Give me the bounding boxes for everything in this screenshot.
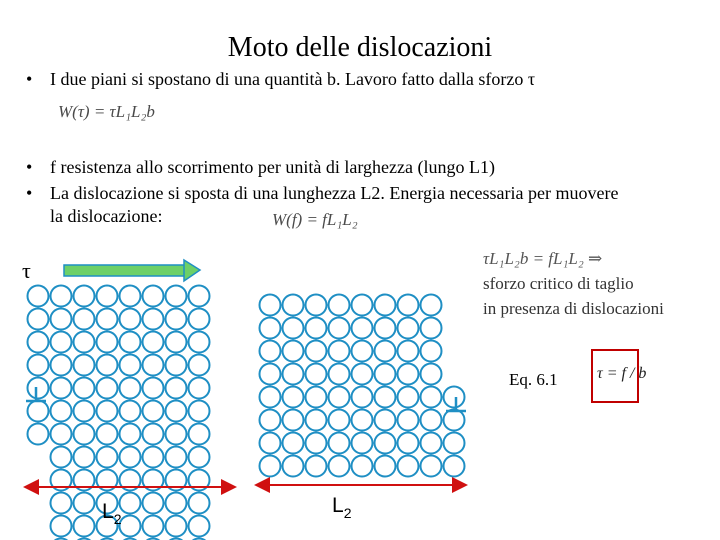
atom-circle bbox=[329, 433, 350, 454]
atom-circle bbox=[28, 401, 49, 422]
atom-circle bbox=[51, 378, 72, 399]
atom-circle bbox=[74, 355, 95, 376]
atom-circle bbox=[143, 447, 164, 468]
atom-circle bbox=[260, 295, 281, 316]
atom-circle bbox=[398, 387, 419, 408]
atom-circle bbox=[398, 410, 419, 431]
bullet-2-text: f resistenza allo scorrimento per unità di larghezza (lungo L1) bbox=[50, 157, 495, 177]
atom-circle bbox=[260, 410, 281, 431]
atom-circle bbox=[398, 341, 419, 362]
atom-circle bbox=[143, 332, 164, 353]
shear-arrow bbox=[64, 260, 200, 281]
atom-circle bbox=[306, 318, 327, 339]
atom-circle bbox=[375, 456, 396, 477]
atom-circle bbox=[398, 433, 419, 454]
bullet-3-text-line2: la dislocazione: bbox=[50, 206, 163, 226]
equation-reference: Eq. 6.1 bbox=[509, 370, 558, 389]
atom-circle bbox=[166, 309, 187, 330]
atom-circle bbox=[51, 447, 72, 468]
atom-circle bbox=[375, 318, 396, 339]
atom-circle bbox=[74, 447, 95, 468]
atom-circle bbox=[166, 424, 187, 445]
atom-circle bbox=[28, 424, 49, 445]
equation-work-f-text: W(f) = fL₁L₂ bbox=[272, 210, 358, 229]
atom-circle bbox=[143, 309, 164, 330]
equation-6-1: τ = f / b bbox=[597, 365, 647, 382]
atom-circle bbox=[74, 493, 95, 514]
critical-stress-line2: in presenza di dislocazioni bbox=[483, 299, 664, 318]
atom-circle bbox=[306, 433, 327, 454]
L2-label-left: $L_2$ bbox=[102, 500, 122, 527]
atom-circle bbox=[74, 424, 95, 445]
right-crystal-lattice bbox=[260, 295, 465, 477]
atom-circle bbox=[189, 401, 210, 422]
atom-circle bbox=[74, 309, 95, 330]
atom-circle bbox=[166, 447, 187, 468]
atom-circle bbox=[143, 286, 164, 307]
atom-circle bbox=[143, 493, 164, 514]
critical-stress-note bbox=[483, 246, 664, 321]
atom-circle bbox=[189, 516, 210, 537]
atom-circle bbox=[421, 456, 442, 477]
atom-circle bbox=[421, 318, 442, 339]
atom-circle bbox=[283, 456, 304, 477]
atom-circle bbox=[189, 309, 210, 330]
atom-circle bbox=[398, 318, 419, 339]
atom-circle bbox=[51, 401, 72, 422]
atom-circle bbox=[189, 424, 210, 445]
atom-circle bbox=[143, 424, 164, 445]
atom-circle bbox=[143, 378, 164, 399]
atom-circle bbox=[120, 516, 141, 537]
atom-circle bbox=[120, 447, 141, 468]
atom-circle bbox=[51, 286, 72, 307]
atom-circle bbox=[421, 364, 442, 385]
atom-circle bbox=[375, 295, 396, 316]
atom-circle bbox=[398, 295, 419, 316]
atom-circle bbox=[352, 341, 373, 362]
atom-circle bbox=[306, 341, 327, 362]
atom-circle bbox=[74, 516, 95, 537]
equation-work-tau-text: W(τ) = τL₁L₂b bbox=[58, 102, 155, 121]
atom-circle bbox=[421, 295, 442, 316]
atom-circle bbox=[421, 433, 442, 454]
atom-circle bbox=[120, 424, 141, 445]
atom-circle bbox=[97, 424, 118, 445]
atom-circle bbox=[260, 364, 281, 385]
atom-circle bbox=[166, 286, 187, 307]
atom-circle bbox=[28, 355, 49, 376]
atom-circle bbox=[329, 318, 350, 339]
atom-circle bbox=[352, 318, 373, 339]
atom-circle bbox=[74, 286, 95, 307]
atom-circle bbox=[306, 295, 327, 316]
atom-circle bbox=[74, 332, 95, 353]
atom-circle bbox=[329, 387, 350, 408]
atom-circle bbox=[375, 387, 396, 408]
slide-title: Moto delle dislocazioni bbox=[227, 32, 493, 63]
atom-circle bbox=[329, 456, 350, 477]
atom-circle bbox=[97, 332, 118, 353]
atom-circle bbox=[143, 401, 164, 422]
atom-circle bbox=[283, 410, 304, 431]
atom-circle bbox=[398, 456, 419, 477]
atom-circle bbox=[97, 378, 118, 399]
atom-circle bbox=[189, 286, 210, 307]
bullet-1-text: I due piani si spostano di una quantità b. Lavoro fatto dalla sforzo τ bbox=[50, 69, 536, 89]
atom-circle bbox=[352, 410, 373, 431]
atom-circle bbox=[329, 341, 350, 362]
atom-circle bbox=[51, 424, 72, 445]
atom-circle bbox=[260, 433, 281, 454]
atom-circle bbox=[260, 341, 281, 362]
atom-circle bbox=[260, 456, 281, 477]
atom-circle bbox=[398, 364, 419, 385]
atom-circle bbox=[283, 387, 304, 408]
atom-circle bbox=[166, 493, 187, 514]
atom-circle bbox=[306, 364, 327, 385]
atom-circle bbox=[421, 387, 442, 408]
atom-circle bbox=[260, 318, 281, 339]
atom-circle bbox=[120, 401, 141, 422]
atom-circle bbox=[51, 355, 72, 376]
critical-stress-line1: sforzo critico di taglio bbox=[483, 274, 634, 293]
atom-circle bbox=[51, 309, 72, 330]
atom-circle bbox=[166, 378, 187, 399]
atom-circle bbox=[444, 456, 465, 477]
tau-label: τ bbox=[22, 258, 31, 283]
atom-circle bbox=[28, 286, 49, 307]
atom-circle bbox=[120, 286, 141, 307]
atom-circle bbox=[329, 364, 350, 385]
atom-circle bbox=[260, 387, 281, 408]
atom-circle bbox=[74, 401, 95, 422]
bullet-3-text: La dislocazione si sposta di una lunghezza L2. Energia necessaria per muovere bbox=[50, 183, 619, 203]
atom-circle bbox=[375, 433, 396, 454]
atom-circle bbox=[444, 410, 465, 431]
atom-circle bbox=[329, 295, 350, 316]
atom-circle bbox=[421, 341, 442, 362]
atom-circle bbox=[97, 401, 118, 422]
atom-circle bbox=[51, 516, 72, 537]
atom-circle bbox=[352, 433, 373, 454]
atom-circle bbox=[51, 332, 72, 353]
atom-circle bbox=[143, 516, 164, 537]
atom-circle bbox=[306, 456, 327, 477]
atom-circle bbox=[352, 364, 373, 385]
atom-circle bbox=[97, 309, 118, 330]
atom-circle bbox=[120, 355, 141, 376]
atom-circle bbox=[352, 456, 373, 477]
equation-balance: τL₁L₂b = fL₁L₂ ⇒ bbox=[483, 249, 603, 268]
bullet-dot: • bbox=[26, 157, 33, 177]
atom-circle bbox=[352, 387, 373, 408]
atom-circle bbox=[51, 493, 72, 514]
atom-circle bbox=[306, 387, 327, 408]
atom-circle bbox=[28, 332, 49, 353]
atom-circle bbox=[189, 493, 210, 514]
atom-circle bbox=[444, 433, 465, 454]
atom-circle bbox=[166, 401, 187, 422]
atom-circle bbox=[166, 355, 187, 376]
atom-circle bbox=[444, 387, 465, 408]
atom-circle bbox=[166, 516, 187, 537]
atom-circle bbox=[97, 286, 118, 307]
atom-circle bbox=[189, 332, 210, 353]
atom-circle bbox=[28, 309, 49, 330]
L2-label-right: $L_2$ bbox=[332, 494, 352, 521]
atom-circle bbox=[283, 364, 304, 385]
atom-circle bbox=[352, 295, 373, 316]
atom-circle bbox=[120, 309, 141, 330]
atom-circle bbox=[74, 378, 95, 399]
atom-circle bbox=[375, 364, 396, 385]
atom-circle bbox=[120, 378, 141, 399]
atom-circle bbox=[283, 295, 304, 316]
atom-circle bbox=[189, 355, 210, 376]
atom-circle bbox=[306, 410, 327, 431]
atom-circle bbox=[421, 410, 442, 431]
atom-circle bbox=[120, 493, 141, 514]
equation-6-1-box bbox=[591, 349, 647, 403]
atom-circle bbox=[143, 355, 164, 376]
atom-circle bbox=[166, 332, 187, 353]
atom-circle bbox=[189, 447, 210, 468]
atom-circle bbox=[28, 378, 49, 399]
atom-circle bbox=[283, 433, 304, 454]
atom-circle bbox=[375, 410, 396, 431]
bullet-dot: • bbox=[26, 183, 33, 203]
atom-circle bbox=[329, 410, 350, 431]
atom-circle bbox=[375, 341, 396, 362]
atom-circle bbox=[283, 318, 304, 339]
atom-circle bbox=[97, 447, 118, 468]
atom-circle bbox=[189, 378, 210, 399]
atom-circle bbox=[97, 355, 118, 376]
atom-circle bbox=[120, 332, 141, 353]
bullet-dot: • bbox=[26, 69, 33, 89]
atom-circle bbox=[283, 341, 304, 362]
